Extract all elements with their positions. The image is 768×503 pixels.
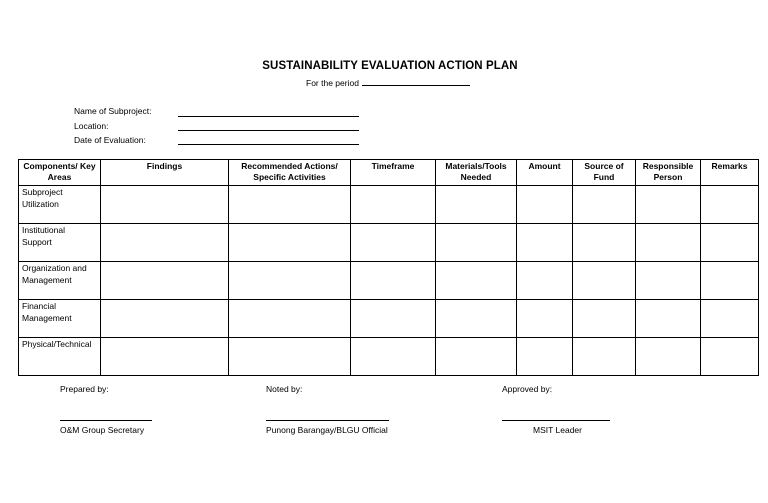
table-cell[interactable] [573, 224, 636, 262]
noted-by-label: Noted by: [266, 384, 303, 394]
action-plan-table [18, 159, 759, 376]
table-cell[interactable] [101, 300, 229, 338]
table-row [19, 300, 759, 338]
evaluation-date-label: Date of Evaluation: [74, 135, 146, 145]
table-cell[interactable] [229, 224, 351, 262]
table-cell[interactable] [229, 262, 351, 300]
table-cell[interactable] [636, 224, 701, 262]
header-responsible-person: Responsible Person [636, 160, 701, 186]
table-cell[interactable] [636, 262, 701, 300]
table-cell[interactable] [101, 224, 229, 262]
table-cell[interactable] [101, 186, 229, 224]
table-cell[interactable] [351, 338, 436, 376]
header-materials: Materials/Tools Needed [436, 160, 517, 186]
table-row [19, 338, 759, 376]
table-header-row [19, 160, 759, 186]
prepared-by-label: Prepared by: [60, 384, 109, 394]
document-title: SUSTAINABILITY EVALUATION ACTION PLAN [262, 60, 518, 72]
table-cell[interactable] [436, 186, 517, 224]
row-label: Institutional Support [19, 224, 101, 262]
row-label: Subproject Utilization [19, 186, 101, 224]
header-components: Components/ Key Areas [19, 160, 101, 186]
table-cell[interactable] [573, 300, 636, 338]
table-cell[interactable] [573, 186, 636, 224]
table-cell[interactable] [636, 338, 701, 376]
header-source-of-fund: Source of Fund [573, 160, 636, 186]
period-blank[interactable] [362, 77, 470, 86]
prepared-by-signature-line[interactable] [60, 420, 152, 421]
header-findings: Findings [101, 160, 229, 186]
location-label: Location: [74, 121, 109, 131]
table-cell[interactable] [517, 224, 573, 262]
row-label: Organization and Management [19, 262, 101, 300]
table-cell[interactable] [229, 338, 351, 376]
table-cell[interactable] [517, 186, 573, 224]
header-remarks: Remarks [701, 160, 759, 186]
table-cell[interactable] [436, 262, 517, 300]
table-cell[interactable] [701, 338, 759, 376]
table-cell[interactable] [517, 300, 573, 338]
table-cell[interactable] [351, 186, 436, 224]
table-cell[interactable] [573, 262, 636, 300]
table-cell[interactable] [436, 338, 517, 376]
subproject-name-blank[interactable] [178, 116, 359, 117]
header-recommended-actions: Recommended Actions/ Specific Activities [229, 160, 351, 186]
table-cell[interactable] [701, 224, 759, 262]
table-cell[interactable] [229, 186, 351, 224]
table-row [19, 224, 759, 262]
table-cell[interactable] [351, 224, 436, 262]
table-cell[interactable] [229, 300, 351, 338]
noted-by-name: Punong Barangay/BLGU Official [266, 425, 388, 435]
location-blank[interactable] [178, 130, 359, 131]
noted-by-signature-line[interactable] [266, 420, 389, 421]
row-label: Financial Management [19, 300, 101, 338]
table-cell[interactable] [701, 186, 759, 224]
table-cell[interactable] [436, 224, 517, 262]
table-cell[interactable] [573, 338, 636, 376]
approved-by-name: MSIT Leader [533, 425, 582, 435]
table-cell[interactable] [101, 262, 229, 300]
evaluation-date-blank[interactable] [178, 144, 359, 145]
subproject-name-label: Name of Subproject: [74, 106, 152, 116]
table-cell[interactable] [636, 186, 701, 224]
table-cell[interactable] [351, 300, 436, 338]
table-cell[interactable] [351, 262, 436, 300]
table-cell[interactable] [517, 338, 573, 376]
table-cell[interactable] [101, 338, 229, 376]
period-line [306, 77, 470, 88]
table-cell[interactable] [636, 300, 701, 338]
period-label: For the period [306, 78, 359, 88]
row-label: Physical/Technical [19, 338, 101, 376]
table-cell[interactable] [701, 300, 759, 338]
table-cell[interactable] [517, 262, 573, 300]
header-amount: Amount [517, 160, 573, 186]
approved-by-label: Approved by: [502, 384, 553, 394]
table-cell[interactable] [701, 262, 759, 300]
approved-by-signature-line[interactable] [502, 420, 610, 421]
table-row [19, 262, 759, 300]
table-row [19, 186, 759, 224]
table-cell[interactable] [436, 300, 517, 338]
prepared-by-name: O&M Group Secretary [60, 425, 145, 435]
header-timeframe: Timeframe [351, 160, 436, 186]
